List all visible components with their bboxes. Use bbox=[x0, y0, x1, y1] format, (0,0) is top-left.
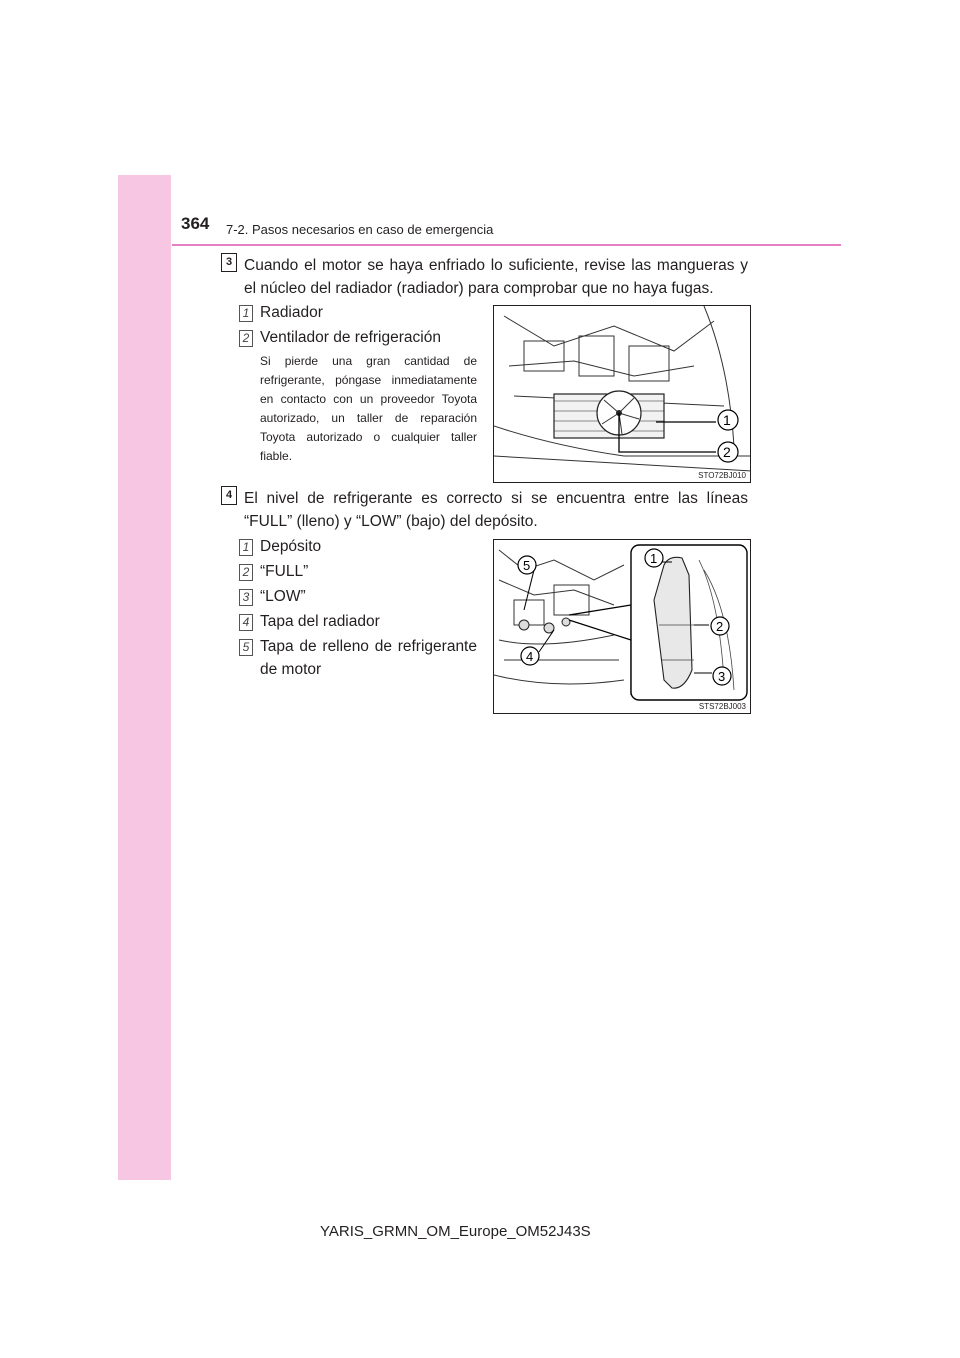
item-label-full: “FULL” bbox=[260, 563, 309, 580]
item-label-tapa-relleno: Tapa de relleno de refrigerante de motor bbox=[260, 638, 477, 678]
section-title: 7-2. Pasos necesarios en caso de emergencia bbox=[226, 222, 494, 237]
page-number: 364 bbox=[181, 214, 210, 233]
item-label-deposito: Depósito bbox=[260, 538, 322, 555]
callout-2: 2 bbox=[716, 619, 724, 634]
item-label-ventilador: Ventilador de refrigeración bbox=[260, 329, 441, 346]
radiator-illustration bbox=[493, 305, 751, 483]
header-rule bbox=[172, 244, 841, 246]
coolant-loss-note: Si pierde una gran cantidad de refrigerante, póngase inmediatamente en contacto con un proveedor Toyota autorizado, un taller de reparación Toyota autorizado o cualquier taller fiable. bbox=[260, 354, 477, 463]
callout-1: 1 bbox=[650, 551, 658, 566]
item-label-low: “LOW” bbox=[260, 588, 306, 605]
step-4-text: El nivel de refrigerante es correcto si se encuentra entre las líneas “FULL” (lleno) y “LOW” (bajo) del depósito. bbox=[244, 490, 748, 530]
figure-code: STO72BJ010 bbox=[698, 471, 746, 480]
item-number: 2 bbox=[239, 330, 253, 347]
side-thumb-band bbox=[118, 175, 171, 1180]
step-number-3: 3 bbox=[221, 253, 237, 272]
item-number: 1 bbox=[239, 539, 253, 556]
item-number: 3 bbox=[239, 589, 253, 606]
callout-1: 1 bbox=[723, 412, 731, 428]
callout-5: 5 bbox=[523, 558, 531, 573]
item-label-tapa-radiador: Tapa del radiador bbox=[260, 613, 380, 630]
item-number: 1 bbox=[239, 305, 253, 322]
radiator-drawing bbox=[494, 306, 751, 483]
figure-code: STS72BJ003 bbox=[698, 702, 746, 711]
step-number-4: 4 bbox=[221, 486, 237, 505]
reservoir-illustration bbox=[493, 539, 751, 714]
item-label-radiador: Radiador bbox=[260, 304, 323, 321]
callout-4: 4 bbox=[526, 649, 534, 664]
step-3-text: Cuando el motor se haya enfriado lo suficiente, revise las mangueras y el núcleo del radiador (radiador) para comprobar que no haya fugas. bbox=[244, 257, 748, 297]
callout-3: 3 bbox=[718, 669, 726, 684]
callout-2: 2 bbox=[723, 444, 731, 460]
footer-doc-id: YARIS_GRMN_OM_Europe_OM52J43S bbox=[320, 1223, 591, 1240]
item-number: 4 bbox=[239, 614, 253, 631]
item-number: 2 bbox=[239, 564, 253, 581]
reservoir-drawing bbox=[494, 540, 751, 714]
item-number: 5 bbox=[239, 639, 253, 656]
